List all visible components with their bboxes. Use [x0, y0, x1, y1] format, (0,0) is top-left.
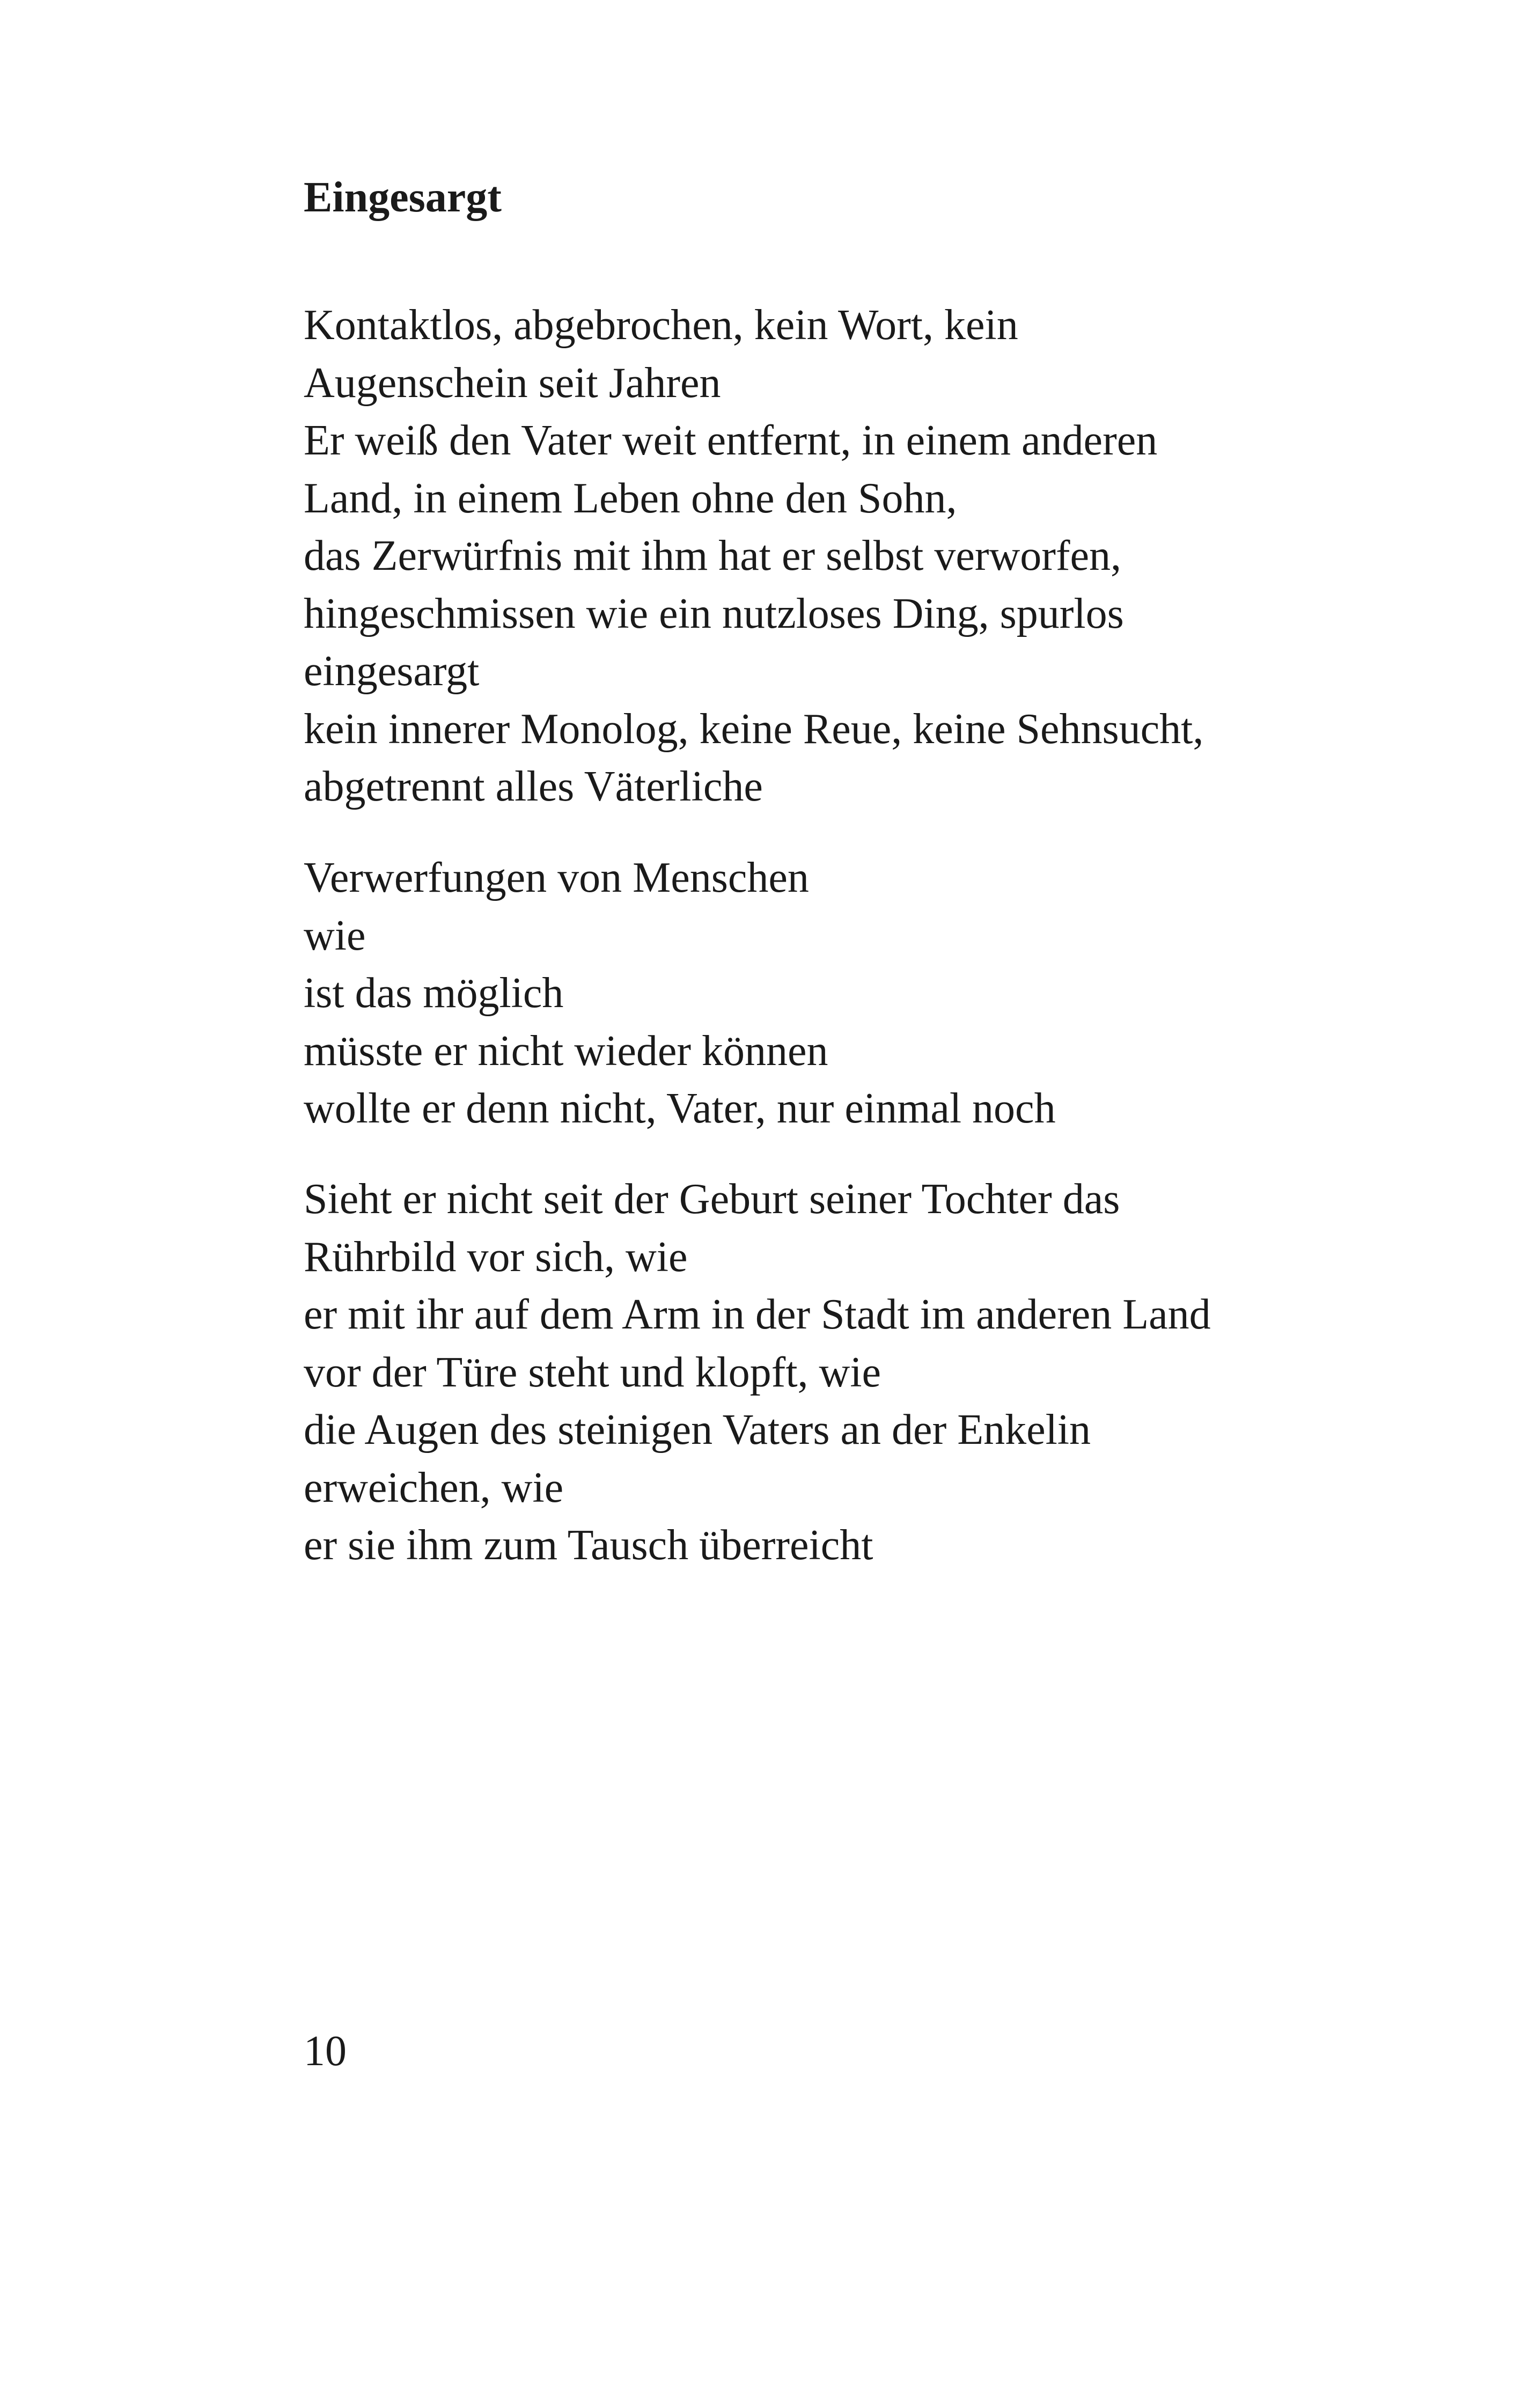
poem-line: müsste er nicht wieder können	[304, 1027, 828, 1075]
poem-title: Eingesargt	[304, 174, 502, 221]
poem-line: wollte er denn nicht, Vater, nur einmal noch	[304, 1085, 1056, 1132]
poem-line: abgetrennt alles Väterliche	[304, 763, 763, 810]
poem-line: vor der Türe steht und klopft, wie	[304, 1348, 881, 1396]
poem-line: erweichen, wie	[304, 1464, 564, 1511]
poem-line: ist das möglich	[304, 970, 564, 1017]
poem-line: er mit ihr auf dem Arm in der Stadt im anderen Land	[304, 1291, 1211, 1338]
stanza-1	[304, 297, 1203, 816]
poem-line: er sie ihm zum Tausch überreicht	[304, 1522, 873, 1569]
stanza-3	[304, 1171, 1211, 1575]
poem-line: Er weiß den Vater weit entfernt, in einem anderen	[304, 417, 1158, 464]
poem-line: kein innerer Monolog, keine Reue, keine Sehnsucht,	[304, 705, 1204, 753]
poem-line: Augenschein seit Jahren	[304, 359, 721, 407]
poem-line: die Augen des steinigen Vaters an der Enkelin	[304, 1406, 1091, 1453]
poem-line: Sieht er nicht seit der Geburt seiner Tochter das	[304, 1176, 1120, 1223]
poem-line: Kontaktlos, abgebrochen, kein Wort, kein	[304, 302, 1018, 349]
poem-line: wie	[304, 912, 366, 959]
poem-line: das Zerwürfnis mit ihm hat er selbst verworfen,	[304, 532, 1122, 579]
poem-line: hingeschmissen wie ein nutzloses Ding, spurlos	[304, 590, 1124, 637]
poem-line: eingesargt	[304, 648, 480, 695]
poem-line: Verwerfungen von Menschen	[304, 854, 809, 901]
poem-line: Rührbild vor sich, wie	[304, 1233, 688, 1281]
stanza-2	[304, 849, 1056, 1138]
page-number: 10	[304, 2028, 347, 2075]
poem-line: Land, in einem Leben ohne den Sohn,	[304, 474, 957, 522]
